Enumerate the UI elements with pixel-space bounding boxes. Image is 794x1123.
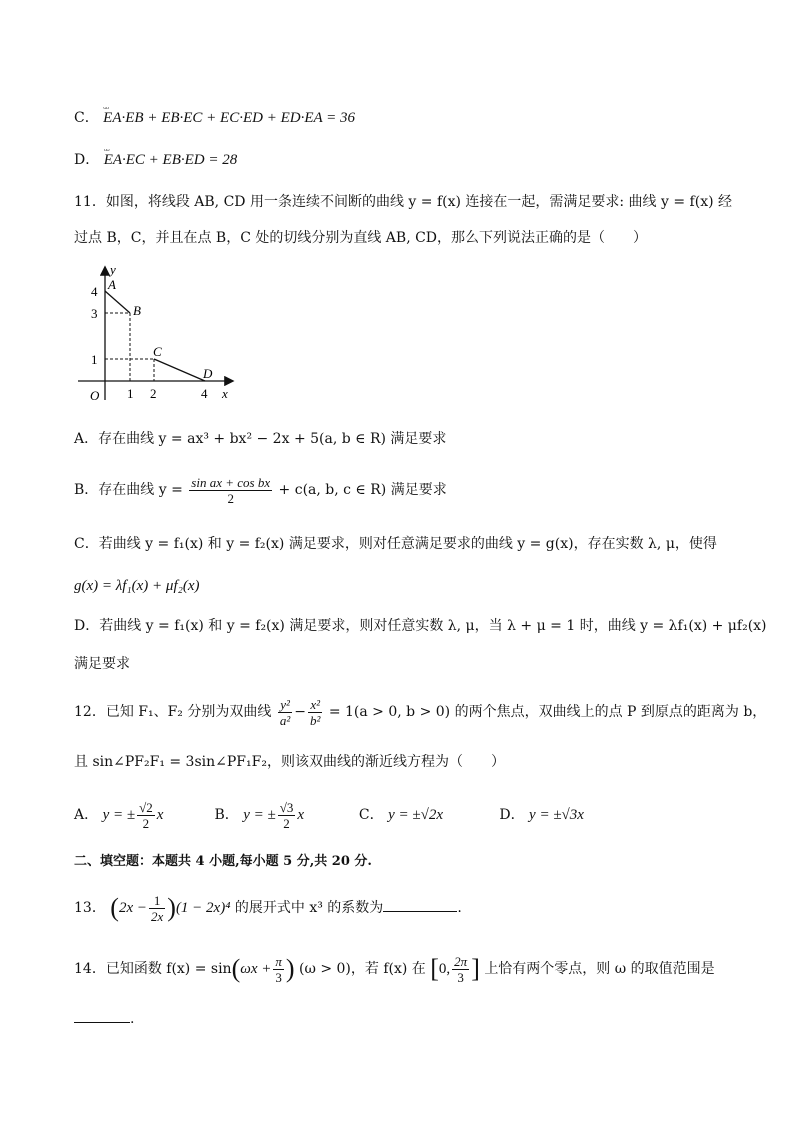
numerator: x² (308, 697, 322, 713)
fraction-y2-a2 (278, 697, 292, 728)
fraction (149, 893, 165, 924)
q11-graph (74, 260, 244, 405)
numerator: √2 (139, 799, 153, 815)
fraction (189, 475, 272, 506)
origin-label: O (90, 388, 100, 403)
option-label: B． (214, 807, 239, 823)
option-label: D． (74, 152, 100, 168)
fraction-pi-3 (273, 954, 284, 985)
q12-option-d (499, 798, 584, 832)
option-b-prefix: B．存在曲线 y = (74, 482, 183, 498)
q12-prefix: 12．已知 F₁、F₂ 分别为双曲线 (74, 704, 272, 720)
y-tick-1: 1 (91, 352, 98, 367)
q10-option-c (74, 108, 355, 128)
point-a-label: A (108, 277, 116, 292)
point-b-label: B (133, 303, 141, 318)
section-heading: 二、填空题：本题共 4 小题,每小题 5 分,共 20 分. (74, 854, 372, 869)
y-tick-4: 4 (91, 284, 98, 299)
paren-close: ) (167, 893, 176, 922)
x-tick-1: 1 (127, 386, 134, 401)
answer-blank[interactable] (383, 897, 457, 912)
numerator: 1 (149, 893, 165, 909)
point-d-label: D (203, 366, 213, 381)
option-label: D． (499, 807, 525, 823)
q11-option-a: A．存在曲线 y = ax³ + bx² − 2x + 5(a, b ∈ R) 满足要求 (74, 431, 447, 447)
paren-open: ( (231, 954, 241, 983)
option-tail: x (297, 807, 305, 823)
bracket-close: ] (471, 954, 480, 983)
q12-suffix: = 1(a > 0, b > 0) 的两个焦点，双曲线上的点 P 到原点的距离为 b， (328, 704, 767, 720)
option-b-suffix: + c(a, b, c ∈ R) 满足要求 (278, 482, 447, 498)
q11-option-d-line2: 满足要求 (74, 656, 130, 672)
denominator: 3 (275, 969, 282, 985)
point-c-label: C (153, 344, 162, 359)
q12-option-a (74, 798, 210, 832)
vector-expression: ᴗᴗ EA·EC + EB·ED = 28 (104, 150, 238, 170)
expr-part: (1 − 2x)⁴ (175, 900, 231, 916)
y-tick-3: 3 (91, 306, 98, 321)
q11-option-c-line1: C．若曲线 y = f₁(x) 和 y = f₂(x) 满足要求，则对任意满足要求的曲线 y = g(x)，存在实数 λ, μ，使得 (74, 536, 717, 552)
denominator: 3 (457, 969, 464, 985)
numerator: π (275, 953, 282, 969)
interval-start: 0, (438, 961, 451, 977)
expr-part: ωx + (240, 961, 272, 977)
option-expr: y = ± (243, 807, 276, 823)
option-expr: y = ± (102, 807, 136, 823)
x-tick-4: 4 (201, 386, 208, 401)
q12-option-c (359, 798, 495, 832)
q14-condition: (ω > 0)，若 f(x) 在 (299, 961, 426, 977)
segment-ab (105, 291, 130, 313)
period: . (130, 1011, 135, 1027)
fraction (137, 800, 155, 831)
denominator: b² (309, 712, 321, 728)
paren-open: ( (110, 893, 119, 922)
option-expr: y = ±√3x (529, 807, 584, 823)
fraction-2pi-3 (452, 954, 469, 985)
q11-option-c-line2 (74, 576, 199, 596)
option-label: C． (74, 110, 99, 126)
x-tick-2: 2 (150, 386, 157, 401)
fraction-x2-b2 (308, 697, 322, 728)
denominator: 2 (227, 490, 234, 506)
x-axis-label: x (222, 386, 228, 401)
option-expr: y = ±√2x (388, 807, 443, 823)
q14-prefix: 14．已知函数 f(x) = sin (74, 961, 232, 977)
bracket-open: [ (430, 954, 439, 983)
formula: g(x) = λf₁(x) + μf₂(x) (74, 578, 200, 594)
q13-text: 的展开式中 x³ 的系数为 (234, 900, 384, 916)
denominator: 2 (142, 815, 150, 831)
expr-part: 2x − (118, 900, 147, 916)
question-number: 13． (74, 900, 106, 916)
denominator: 2 (283, 815, 290, 831)
segment-cd (154, 359, 205, 381)
numerator: y² (278, 697, 292, 713)
vector-expression: ᴗᴗ EA·EB + EB·EC + EC·ED + ED·EA = 36 (103, 108, 355, 128)
answer-blank[interactable] (74, 1008, 130, 1023)
numerator: √3 (279, 799, 294, 815)
q14-line1 (74, 950, 715, 988)
denominator: 2x (150, 908, 164, 924)
q12-stem-line1: 12．已知 F₁、F₂ 分别为双曲线 $\frac{\text{y²}}{\text{a²}}$ − $\frac{\text{x²}}{\text{b²}}$ = 1(a > 0, b > 0) 的两个焦点，双曲线上的点 P 到原点的距离为 b， (74, 696, 767, 728)
period: . (457, 900, 462, 916)
numerator: sin ax + cos bx (191, 474, 271, 490)
numerator: 2π (454, 953, 468, 969)
option-label: A． (74, 807, 99, 823)
q14-line2 (74, 1008, 134, 1029)
option-label: C． (358, 807, 384, 823)
q11-stem-line1: 11．如图，将线段 AB, CD 用一条连续不间断的曲线 y = f(x) 连接在一起，需满足要求: 曲线 y = f(x) 经 (74, 194, 732, 210)
denominator: a² (279, 712, 291, 728)
q10-option-d (74, 150, 237, 170)
q13 (74, 890, 462, 926)
paren-close: ) (285, 954, 295, 983)
q12-option-b (214, 798, 354, 832)
q11-option-b (74, 474, 447, 506)
option-tail: x (156, 807, 164, 823)
q11-stem-line2: 过点 B，C，并且在点 B，C 处的切线分别为直线 AB, CD，那么下列说法正确的是（ ） (74, 230, 648, 246)
fraction (278, 800, 296, 831)
q12-stem-line2: 且 sin∠PF₂F₁ = 3sin∠PF₁F₂，则该双曲线的渐近线方程为（ ） (74, 754, 505, 770)
q11-option-d-line1: D．若曲线 y = f₁(x) 和 y = f₂(x) 满足要求，则对任意实数 λ, μ，当 λ + μ = 1 时，曲线 y = λf₁(x) + μf₂(x) (74, 618, 767, 634)
q14-suffix: 上恰有两个零点，则 ω 的取值范围是 (484, 961, 715, 977)
q12-options (74, 798, 584, 832)
y-axis-label: y (110, 262, 116, 277)
